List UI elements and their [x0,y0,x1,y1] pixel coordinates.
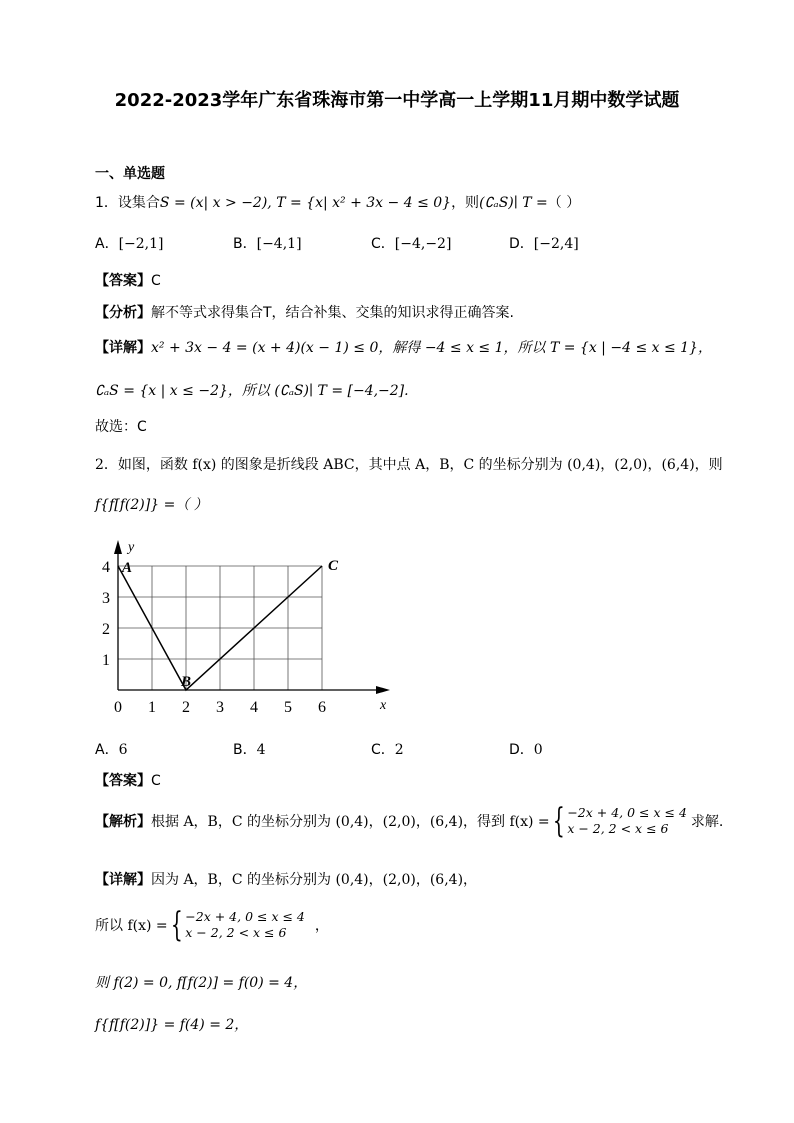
y-axis-label: y [128,540,135,555]
x-tick-label: 1 [148,699,156,716]
graph-point-labels [121,558,339,690]
q1-option-b [233,233,302,253]
q1-detail-text1: x² + 3x − 4 = (x + 4)(x − 1) ≤ 0，解得 −4 ≤ x ≤ 1，所以 T = {x | −4 ≤ x ≤ 1}， [151,340,712,356]
q1-option-a [95,233,164,253]
q2-option-c-text: 2 [394,742,404,758]
q1-stem-c: （ ） [547,195,581,211]
point-label-a: A [122,560,133,576]
q2-stem-line1: 2．如图，函数 f(x) 的图象是折线段 ABC，其中点 A，B，C 的坐标分别为 (0,4)，(2,0)，(6,4)，则 [95,457,723,473]
y-tick-label: 1 [102,652,110,669]
q1-answer-value: C [151,273,161,289]
piecewise-brace-2: { [170,905,183,945]
q2-option-a [95,739,128,759]
q2-jiexi-piecewise [567,805,687,837]
q2-answer-value: C [151,773,161,789]
q2-detail-text1: 因为 A，B，C 的坐标分别为 (0,4)，(2,0)，(6,4)， [151,872,478,888]
q2-detail-piecewise [185,909,305,941]
q2-option-c-label: C． [371,742,395,758]
y-axis-arrow [114,540,122,554]
q1-option-c [371,233,451,253]
q2-jiexi [95,801,724,841]
q1-option-c-label: C． [371,236,395,252]
q2-jiexi-text-a: 根据 A，B，C 的坐标分别为 (0,4)，(2,0)，(6,4)，得到 f(x) = [151,814,550,830]
q1-answer [95,270,161,290]
q1-detail-tag: 【详解】 [95,340,151,356]
q2-detail-tag: 【详解】 [95,872,151,888]
q2-jiexi-piece1: −2x + 4, 0 ≤ x ≤ 4 [567,805,687,820]
q2-detail-text2a: 所以 f(x) = [95,918,168,934]
y-tick-label: 2 [102,621,110,638]
q1-option-b-text: [−4,1] [256,236,302,252]
x-axis-label: x [380,698,387,713]
q2-option-b-label: B． [233,742,257,758]
graph-grid [118,566,322,690]
point-label-c: C [328,558,339,574]
q2-jiexi-piece2: x − 2, 2 < x ≤ 6 [567,821,669,836]
q2-option-b [233,739,266,759]
q2-option-d-text: 0 [533,742,543,758]
q2-jiexi-tag: 【解析】 [95,814,151,830]
q1-option-d [509,233,579,253]
q2-detail-piece2: x − 2, 2 < x ≤ 6 [185,925,287,940]
q2-detail-text2b: ， [314,918,329,934]
q2-option-d [509,739,543,759]
q2-option-a-label: A． [95,742,119,758]
q1-stem-a: 1．设集合 [95,195,160,211]
q1-analysis [95,302,514,322]
q2-detail-line1 [95,869,477,889]
function-graph [90,532,410,717]
q1-analysis-text: 解不等式求得集合T，结合补集、交集的知识求得正确答案. [151,305,515,321]
q1-detail-line1 [95,337,712,357]
q2-detail-piece1: −2x + 4, 0 ≤ x ≤ 4 [185,909,305,924]
q2-jiexi-text-b: 求解. [690,814,724,830]
q1-choose: 故选：C [95,419,147,435]
x-tick-label: 4 [250,699,258,716]
q1-stem [95,192,580,212]
q1-analysis-tag: 【分析】 [95,305,151,321]
q1-stem-expr: (∁ₐS)∣ T = [479,195,548,211]
q2-answer-tag: 【答案】 [95,773,151,789]
y-tick-label: 3 [102,590,110,607]
x-tick-label: 3 [216,699,224,716]
q1-option-d-text: [−2,4] [533,236,579,252]
section-heading: 一、单选题 [95,166,165,182]
q1-option-d-label: D． [509,236,534,252]
x-tick-label: 0 [114,699,122,716]
q1-option-a-label: A． [95,236,119,252]
q2-stem-line2: f{f[f(2)]} =（ ） [95,497,208,513]
q2-option-b-text: 4 [256,742,266,758]
y-tick-label: 4 [102,559,110,576]
q1-option-a-text: [−2,1] [118,236,164,252]
q1-stem-b: ，则 [451,195,480,211]
piecewise-brace: { [552,801,565,841]
x-tick-label: 2 [182,699,190,716]
x-tick-label: 5 [284,699,292,716]
q2-option-d-label: D． [509,742,534,758]
q1-answer-tag: 【答案】 [95,273,151,289]
q2-option-a-text: 6 [118,742,128,758]
q1-option-b-label: B． [233,236,257,252]
q1-option-c-text: [−4,−2] [394,236,452,252]
q1-detail-line2: ∁ₐS = {x | x ≤ −2}，所以 (∁ₐS)∣ T = [−4,−2]. [95,383,409,399]
q2-detail-line4: f{f[f(2)]} = f(4) = 2， [95,1017,249,1033]
q2-option-c [371,739,404,759]
q2-answer [95,770,161,790]
point-label-b: B [181,674,192,690]
q1-stem-sets: S = (x| x > −2), T = {x| x² + 3x − 4 ≤ 0} [159,195,452,211]
x-axis-arrow [376,686,390,694]
q2-detail-line2 [95,905,329,945]
x-tick-label: 6 [318,699,326,716]
graph-ticks [102,559,326,716]
page-title: 2022-2023学年广东省珠海市第一中学高一上学期11月期中数学试题 [114,90,680,111]
q2-detail-line3: 则 f(2) = 0, f[f(2)] = f(0) = 4， [95,975,308,991]
